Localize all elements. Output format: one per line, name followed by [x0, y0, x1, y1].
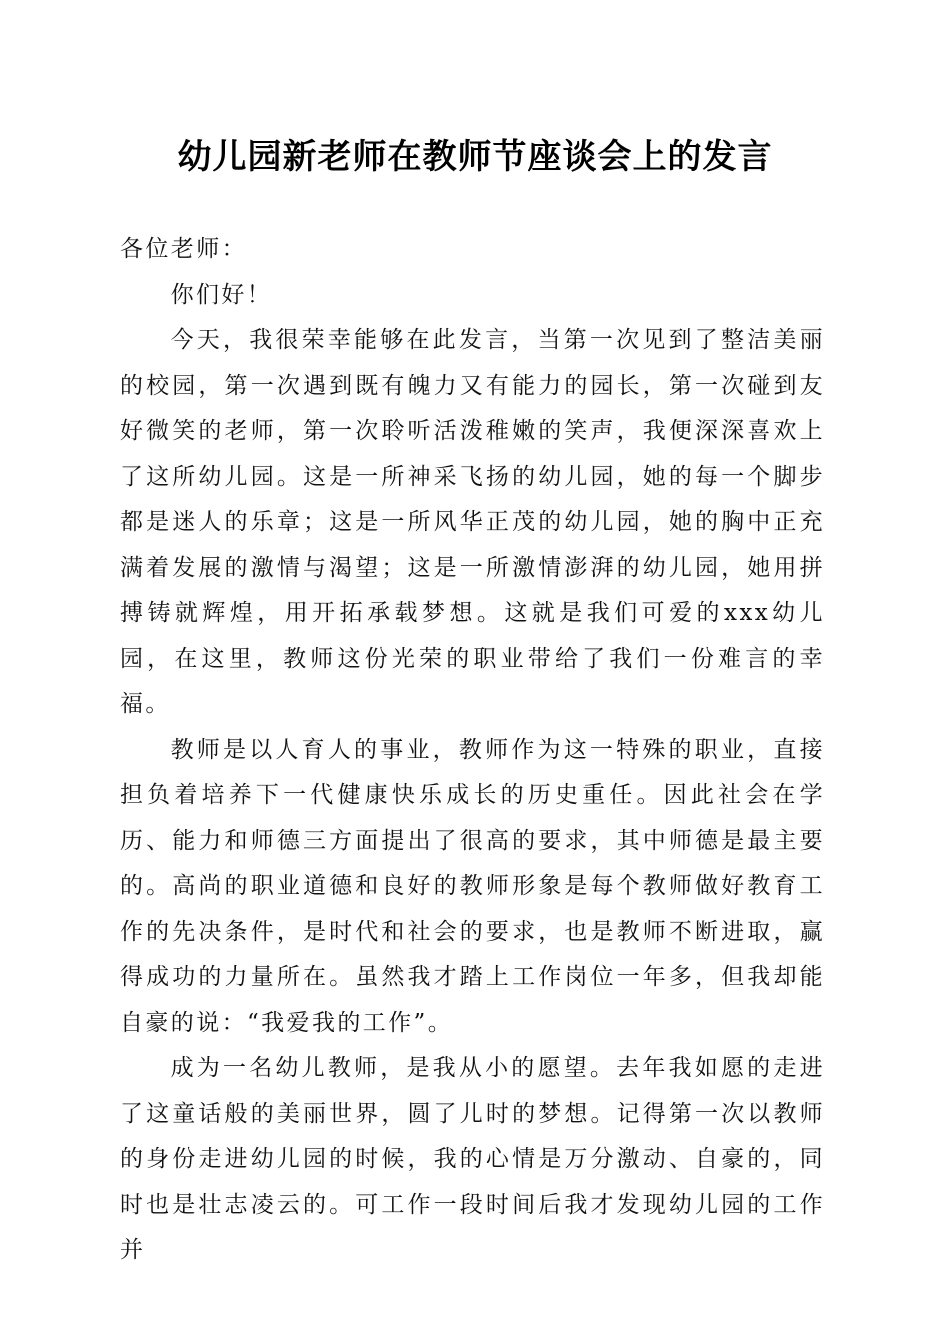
paragraph-3: 成为一名幼儿教师，是我从小的愿望。去年我如愿的走进了这童话般的美丽世界，圆了儿时的梦想。记得第一次以教师的身份走进幼儿园的时候，我的心情是万分激动、自豪的，同时也是壮志凌云的。可工作一段时间后我才发现幼儿园的工作并: [120, 1055, 825, 1263]
greeting: 你们好！: [170, 281, 273, 308]
salutation: 各位老师：: [120, 236, 247, 262]
document-title: 幼儿园新老师在教师节座谈会上的发言: [177, 137, 773, 177]
paragraph-1: 今天，我很荣幸能够在此发言，当第一次见到了整洁美丽的校园，第一次遇到既有魄力又有能力的园长，第一次碰到友好微笑的老师，第一次聆听活泼稚嫩的笑声，我便深深喜欢上了这所幼儿园。这是一所神采飞扬的幼儿园，她的每一个脚步都是迷人的乐章；这是一所风华正茂的幼儿园，她的胸中正充满着发展的激情与渴望；这是一所激情澎湃的幼儿园，她用拼搏铸就辉煌，用开拓承载梦想。这就是我们可爱的xxx幼儿园，在这里，教师这份光荣的职业带给了我们一份难言的幸福。: [120, 327, 825, 717]
paragraph-2: 教师是以人育人的事业，教师作为这一特殊的职业，直接担负着培养下一代健康快乐成长的历史重任。因此社会在学历、能力和师德三方面提出了很高的要求，其中师德是最主要的。高尚的职业道德和良好的教师形象是每个教师做好教育工作的先决条件，是时代和社会的要求，也是教师不断进取，赢得成功的力量所在。虽然我才踏上工作岗位一年多，但我却能自豪的说：“我爱我的工作”。: [120, 736, 825, 1036]
document-body: [120, 227, 825, 1274]
